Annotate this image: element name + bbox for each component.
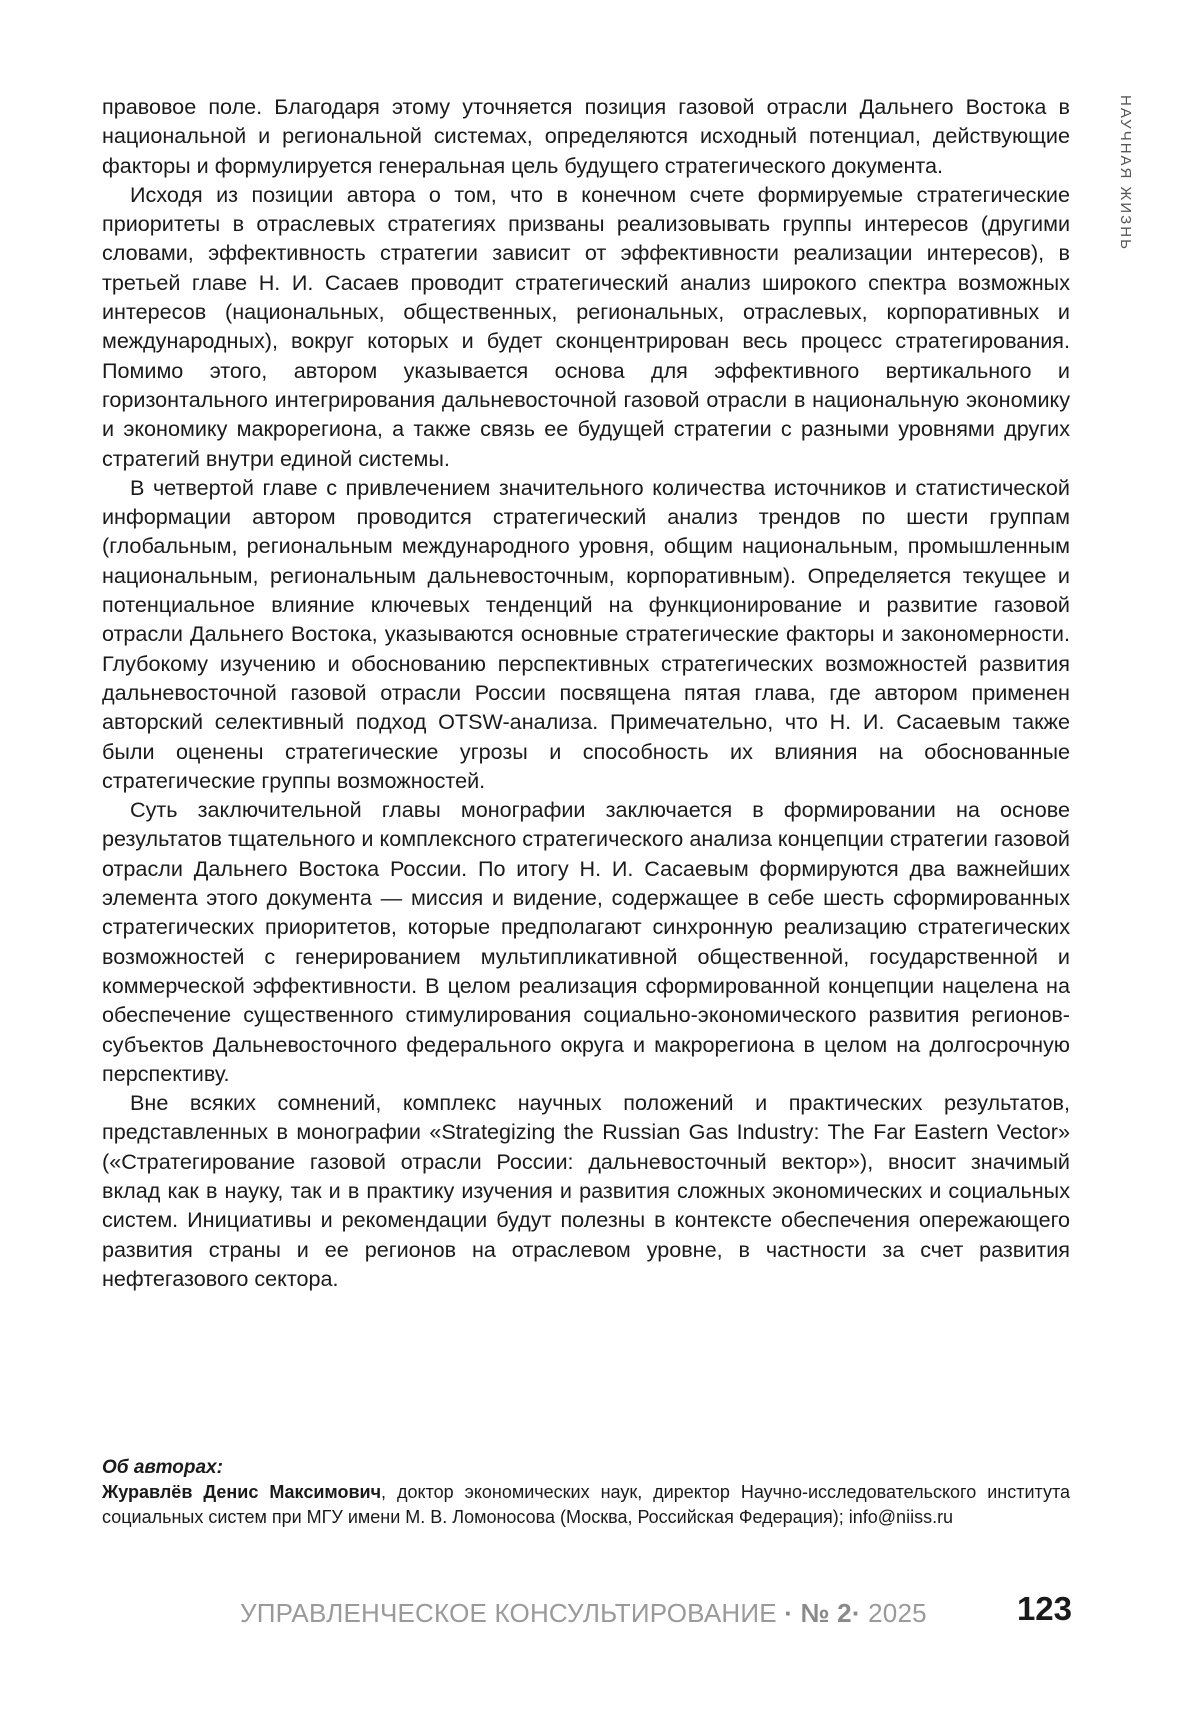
author-details: , доктор экономических наук, директор Научно-исследовательского института социальных систем при МГУ имени М. В. Ломоносова (Москва, Российская Федерация); info@niiss.ru	[102, 1482, 1070, 1527]
paragraph-3: В четвертой главе с привлечением значительного количества источников и статистической информации автором проводится стратегический анализ трендов по шести группам (глобальным, региональным международного уровня, общим национальным, промышленным национальным, региональным дальневосточным, корпоративным). Определяется текущее и потенциальное влияние ключевых тенденций на функционирование и развитие газовой отрасли Дальнего Востока, указываются основные стратегические факторы и закономерности. Глубокому изучению и обоснованию перспективных стратегических возможностей развития дальневосточной газовой отрасли России посвящена пятая глава, где автором применен авторский селективный подход OTSW-анализа. Примечательно, что Н. И. Сасаевым также были оценены стратегические угрозы и способность их влияния на обоснованные стратегические группы возможностей.	[102, 473, 1070, 795]
about-authors	[102, 1455, 1070, 1530]
issue-number: № 2	[801, 1598, 852, 1628]
author-entry	[102, 1480, 1070, 1530]
separator-dot: ·	[784, 1598, 793, 1628]
author-name: Журавлёв Денис Максимович	[102, 1482, 381, 1502]
paragraph-2: Исходя из позиции автора о том, что в конечном счете формируемые стратегические приоритеты в отраслевых стратегиях призваны реализовывать группы интересов (другими словами, эффективность стратегии зависит от эффективности реализации интересов), в третьей главе Н. И. Сасаев проводит стратегический анализ широкого спектра возможных интересов (национальных, общественных, региональных, отраслевых, корпоративных и международных), вокруг которых и будет сконцентрирован весь процесс стратегирования. Помимо этого, автором указывается основа для эффективного вертикального и горизонтального интегрирования дальневосточной газовой отрасли в национальную экономику и экономику макрорегиона, а также связь ее будущей стратегии с разными уровнями других стратегий внутри единой системы.	[102, 180, 1070, 473]
journal-footer	[240, 1598, 927, 1629]
separator-dot-2: ·	[852, 1598, 861, 1628]
section-label: НАУЧНАЯ ЖИЗНЬ	[1117, 95, 1134, 251]
article-body	[102, 92, 1070, 1293]
paragraph-1: правовое поле. Благодаря этому уточняется позиция газовой отрасли Дальнего Востока в национальной и региональной системах, определяются исходный потенциал, действующие факторы и формулируется генеральная цель будущего стратегического документа.	[102, 92, 1070, 180]
page-number: 123	[1017, 1590, 1072, 1628]
paragraph-5: Вне всяких сомнений, комплекс научных положений и практических результатов, представленных в монографии «Strategizing the Russian Gas Industry: The Far Eastern Vector» («Стратегирование газовой отрасли России: дальневосточный вектор»), вносит значимый вклад как в науку, так и в практику изучения и развития сложных экономических и социальных систем. Инициативы и рекомендации будут полезны в контексте обеспечения опережающего развития страны и ее регионов на отраслевом уровне, в частности за счет развития нефтегазового сектора.	[102, 1088, 1070, 1293]
paragraph-4: Суть заключительной главы монографии заключается в формировании на основе результатов тщательного и комплексного стратегического анализа концепции стратегии газовой отрасли Дальнего Востока России. По итогу Н. И. Сасаевым формируются два важнейших элемента этого документа — миссия и видение, содержащее в себе шесть сформированных стратегических приоритетов, которые предполагают синхронную реализацию стратегических возможностей с генерированием мультипликативной общественной, государственной и коммерческой эффективности. В целом реализация сформированной концепции нацелена на обеспечение существенного стимулирования социально-экономического развития регионов-субъектов Дальневосточного федерального округа и макрорегиона в целом на долгосрочную перспективу.	[102, 795, 1070, 1088]
journal-title: УПРАВЛЕНЧЕСКОЕ КОНСУЛЬТИРОВАНИЕ	[240, 1598, 777, 1628]
publication-year: 2025	[868, 1598, 927, 1628]
authors-heading: Об авторах:	[102, 1455, 1070, 1480]
